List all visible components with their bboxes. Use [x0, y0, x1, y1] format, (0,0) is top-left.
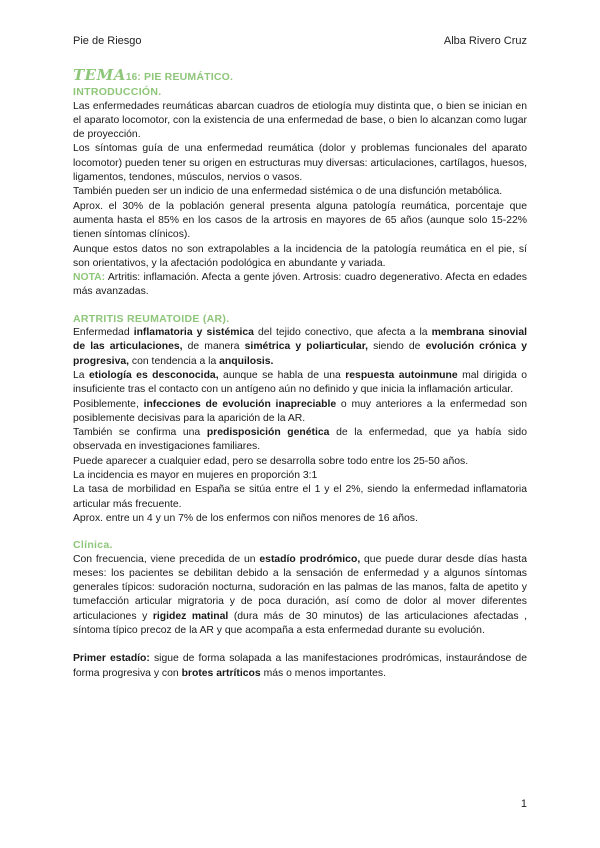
ar-paragraph: La incidencia es mayor en mujeres en proporción 3:1 — [73, 470, 318, 482]
ar-paragraph: Aprox. entre un 4 y un 7% de los enfermos con niños menores de 16 años. — [73, 512, 418, 524]
note-text: Artritis: inflamación. Afecta a gente jóven. Artrosis: cuadro degenerativo. Afecta en edades más avanzadas. — [73, 272, 527, 298]
ar-paragraph: Enfermedad inflamatoria y sistémica del tejido conectivo, que afecta a la membrana sinovial de las articulaciones, de manera simétrica y poliarticular, siendo de evolución crónica y progresiva, con tendencia a la anquilosis. — [73, 327, 528, 367]
section-heading-intro: INTRODUCCIÓN. — [73, 86, 162, 99]
section-heading-clinica: Clínica. — [73, 539, 113, 552]
intro-paragraph: Aprox. el 30% de la población general presenta alguna patología reumática, porcentaje que aumenta hasta el 85% en los casos de la artrosis en mayores de 65 años (aunque solo 15-22% tienen síntomas clínicos). — [73, 200, 527, 241]
page-number: 1 — [520, 798, 527, 810]
clinica-paragraph: Primer estadío: sigue de forma solapada a las manifestaciones prodrómicas, instaurándose de forma progresiva y con brotes artríticos más o menos importantes. — [73, 653, 527, 679]
note-label: NOTA: — [73, 272, 106, 284]
topic-number: 16: — [125, 72, 141, 83]
intro-paragraph: Las enfermedades reumáticas abarcan cuadros de etiología muy distinta que, o bien se inician en el aparato locomotor, con la existencia de una enfermedad de base, o bien lo alcanzan como lugar de proyección. — [73, 100, 527, 141]
header-author: Alba Rivero Cruz — [443, 35, 527, 47]
ar-paragraph: La etiología es desconocida, aunque se habla de una respuesta autoinmune mal dirigida o insuficiente tras el contacto con un antígeno aún no definido y que inicia la inflamación articular. — [73, 369, 527, 396]
ar-paragraph: Posiblemente, infecciones de evolución inapreciable o muy anteriores a la enfermedad son posiblemente decisivas para la aparición de la AR. — [73, 398, 527, 424]
header-course: Pie de Riesgo — [73, 35, 142, 47]
intro-paragraph: Los síntomas guía de una enfermedad reumática (dolor y problemas funcionales del aparato locomotor) pueden tener su origen en estructuras muy diversas: articulaciones, cartílagos, huesos, ligamentos, tendones, músculos, nervios o vasos. — [73, 143, 527, 184]
ar-paragraph: Puede aparecer a cualquier edad, pero se desarrolla sobre todo entre los 25-50 años. — [73, 455, 469, 467]
note-paragraph — [73, 271, 527, 300]
topic-title — [73, 68, 527, 85]
paragraph-spacer — [73, 638, 527, 652]
document-body — [73, 68, 527, 681]
ar-paragraph: También se confirma una predisposición genética de la enfermedad, que ya había sido observada en investigaciones familiares. — [73, 427, 527, 453]
topic-name: PIE REUMÁTICO. — [140, 71, 234, 83]
intro-paragraph: También pueden ser un indicio de una enfermedad sistémica o de una disfunción metabólica. — [73, 186, 503, 198]
section-heading-ar: ARTRITIS REUMATOIDE (AR). — [73, 312, 230, 325]
clinica-paragraph: Con frecuencia, viene precedida de un estadío prodrómico, que puede durar desde días hasta meses: los pacientes se debilitan debido a la sensación de enfermedad y a algunos síntomas generales típicos: sudoración nocturna, sudoración en las palmas de las manos, falta de apetito y tumefacción articular migratoria y de poca duración, así como de dolor al mover diferentes articulaciones y rigidez matinal (dura más de 30 minutos) de las articulaciones afectadas , síntoma típico precoz de la AR y que acompaña a esta enfermedad durante su evolución. — [73, 553, 527, 636]
ar-paragraph: La tasa de morbilidad en España se sitúa entre el 1 y el 2%, siendo la enfermedad inflamatoria articular más frecuente. — [73, 484, 527, 510]
topic-label: TEMA — [73, 66, 126, 84]
intro-paragraph: Aunque estos datos no son extrapolables a la incidencia de la patología reumática en el pie, sí son orientativos, y la afectación podológica en abundante y variada. — [73, 243, 527, 269]
